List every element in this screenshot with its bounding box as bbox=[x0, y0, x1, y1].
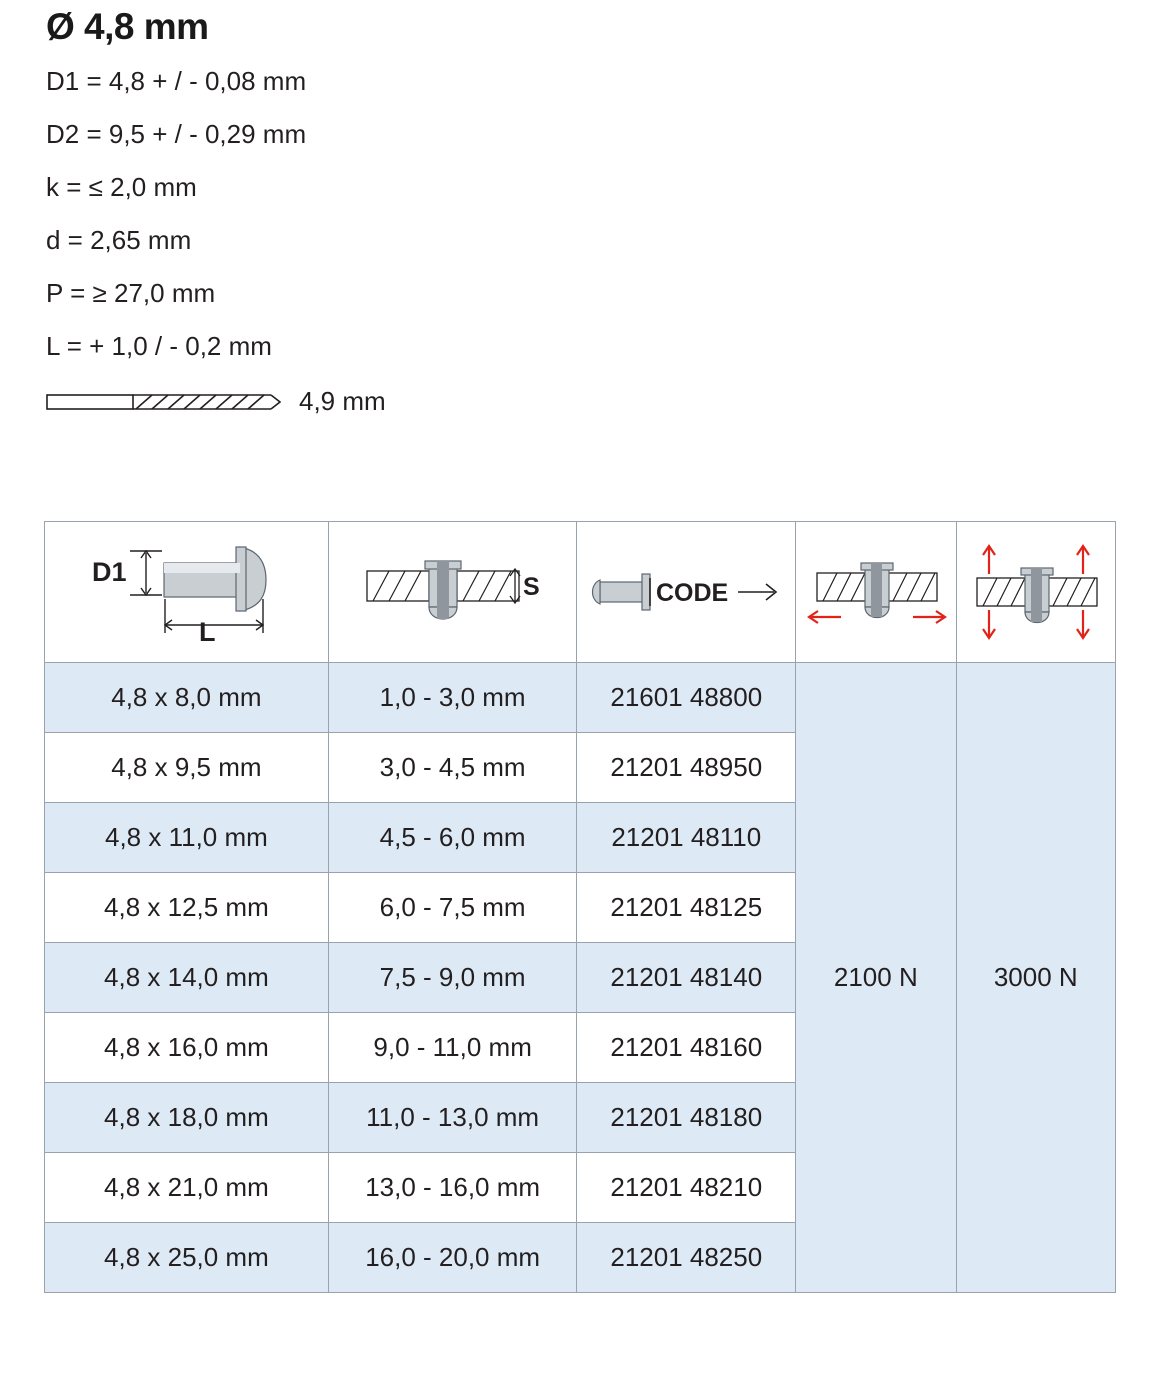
svg-text:S: S bbox=[522, 573, 540, 601]
spec-item-d: d = 2,65 mm bbox=[46, 225, 192, 255]
drill-bit-icon bbox=[46, 389, 281, 415]
column-header-size bbox=[45, 522, 329, 663]
page-title: Ø 4,8 mm bbox=[46, 6, 209, 47]
specification-list bbox=[46, 68, 1120, 359]
spec-item-k: k = ≤ 2,0 mm bbox=[46, 172, 197, 202]
cell-grip: 1,0 - 3,0 mm bbox=[328, 663, 577, 733]
cell-grip: 11,0 - 13,0 mm bbox=[328, 1083, 577, 1153]
tensile-strength-icon bbox=[961, 544, 1111, 640]
table-body bbox=[45, 663, 1116, 1293]
table-header bbox=[45, 522, 1116, 663]
cell-grip: 16,0 - 20,0 mm bbox=[328, 1223, 577, 1293]
cell-code: 21201 48140 bbox=[577, 943, 796, 1013]
spec-item-d1: D1 = 4,8 + / - 0,08 mm bbox=[46, 66, 307, 96]
column-header-shear bbox=[796, 522, 956, 663]
cell-grip: 9,0 - 11,0 mm bbox=[328, 1013, 577, 1083]
drill-size-row bbox=[46, 386, 1120, 417]
svg-text:CODE: CODE bbox=[656, 579, 729, 607]
cell-size: 4,8 x 16,0 mm bbox=[45, 1013, 329, 1083]
svg-text:L: L bbox=[199, 617, 216, 647]
cell-size: 4,8 x 9,5 mm bbox=[45, 733, 329, 803]
cell-grip: 13,0 - 16,0 mm bbox=[328, 1153, 577, 1223]
cell-grip: 6,0 - 7,5 mm bbox=[328, 873, 577, 943]
cell-code: 21201 48110 bbox=[577, 803, 796, 873]
rivet-dimension-icon bbox=[66, 537, 306, 647]
cell-size: 4,8 x 18,0 mm bbox=[45, 1083, 329, 1153]
column-header-code bbox=[577, 522, 796, 663]
cell-code: 21201 48180 bbox=[577, 1083, 796, 1153]
cell-size: 4,8 x 8,0 mm bbox=[45, 663, 329, 733]
cell-code: 21201 48125 bbox=[577, 873, 796, 943]
cell-code: 21201 48160 bbox=[577, 1013, 796, 1083]
drill-size-label: 4,9 mm bbox=[299, 386, 386, 416]
column-header-tensile bbox=[956, 522, 1115, 663]
cell-size: 4,8 x 14,0 mm bbox=[45, 943, 329, 1013]
spec-item-l: L = + 1,0 / - 0,2 mm bbox=[46, 331, 272, 361]
table-header-row bbox=[45, 522, 1116, 663]
cell-grip: 7,5 - 9,0 mm bbox=[328, 943, 577, 1013]
cell-code: 21201 48950 bbox=[577, 733, 796, 803]
svg-text:D1: D1 bbox=[92, 557, 127, 587]
rivet-table bbox=[44, 521, 1116, 1293]
table-row bbox=[45, 663, 1116, 733]
cell-size: 4,8 x 11,0 mm bbox=[45, 803, 329, 873]
rivet-table-wrapper bbox=[44, 521, 1116, 1293]
shear-strength-icon bbox=[801, 547, 951, 637]
spec-item-d2: D2 = 9,5 + / - 0,29 mm bbox=[46, 119, 307, 149]
cell-size: 4,8 x 12,5 mm bbox=[45, 873, 329, 943]
cell-tensile-strength: 3000 N bbox=[956, 663, 1115, 1293]
cell-grip: 4,5 - 6,0 mm bbox=[328, 803, 577, 873]
cell-code: 21601 48800 bbox=[577, 663, 796, 733]
cell-size: 4,8 x 25,0 mm bbox=[45, 1223, 329, 1293]
datasheet-page bbox=[0, 6, 1160, 1396]
cell-code: 21201 48210 bbox=[577, 1153, 796, 1223]
spec-item-p: P = ≥ 27,0 mm bbox=[46, 278, 216, 308]
grip-range-icon bbox=[363, 547, 543, 637]
article-code-icon bbox=[586, 562, 786, 622]
column-header-grip bbox=[328, 522, 577, 663]
cell-shear-strength: 2100 N bbox=[796, 663, 956, 1293]
cell-size: 4,8 x 21,0 mm bbox=[45, 1153, 329, 1223]
cell-code: 21201 48250 bbox=[577, 1223, 796, 1293]
cell-grip: 3,0 - 4,5 mm bbox=[328, 733, 577, 803]
